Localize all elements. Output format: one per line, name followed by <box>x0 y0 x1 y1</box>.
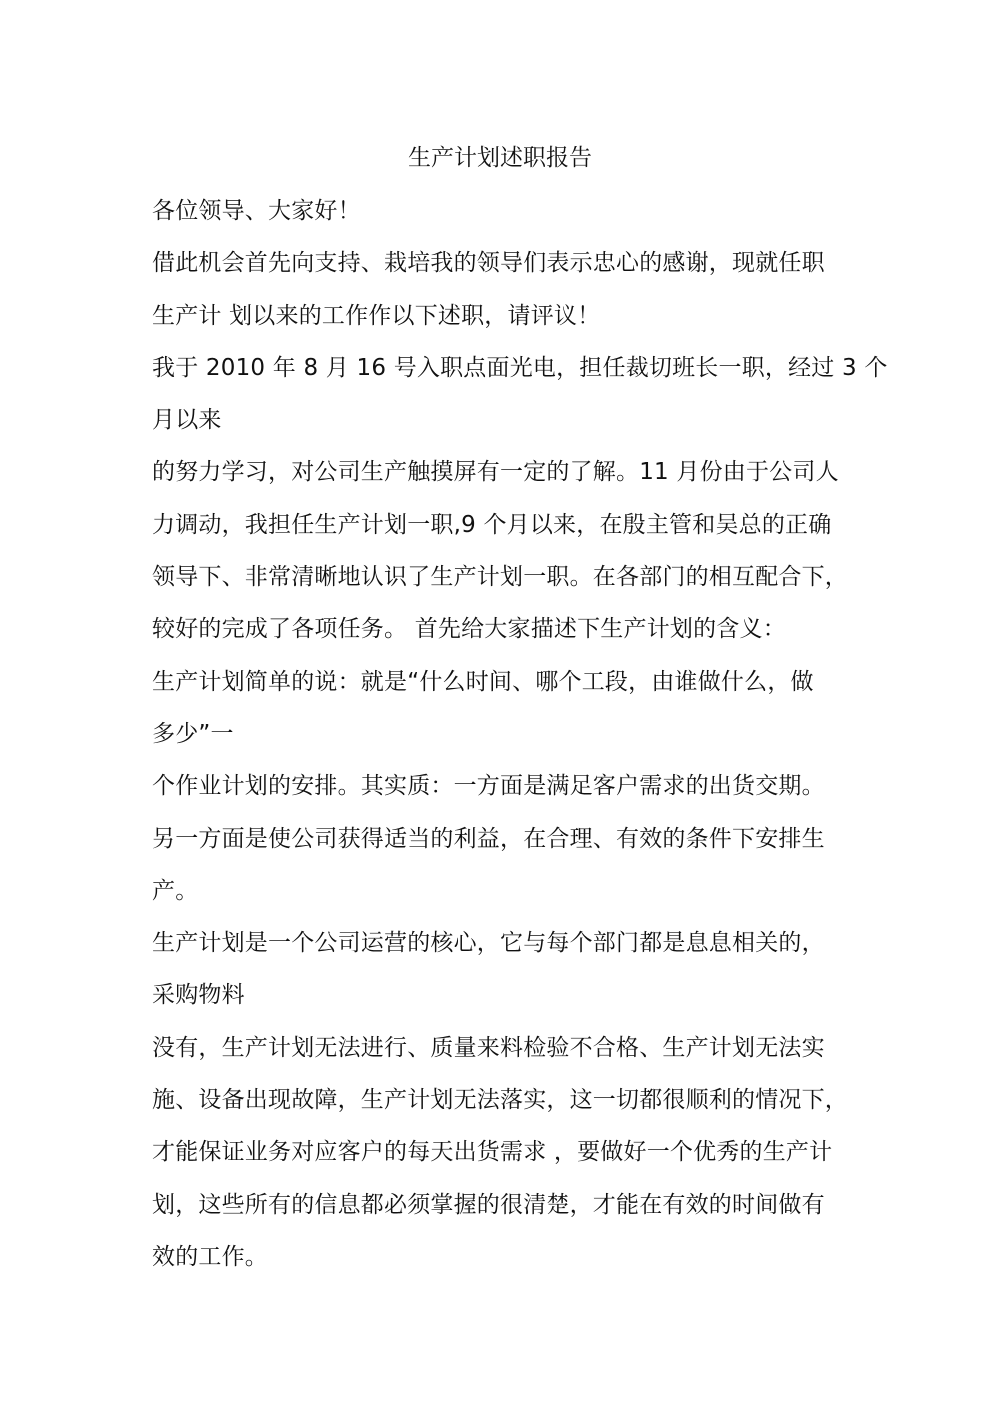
document-title: 生产计划述职报告 <box>408 145 592 171</box>
body-line: 较好的完成了各项任务。 首先给大家描述下生产计划的含义： <box>152 616 786 643</box>
body-line: 采购物料 <box>152 982 245 1009</box>
body-line: 月以来 <box>152 407 222 434</box>
body-line: 生产计 划以来的工作作以下述职，请评议！ <box>152 302 601 329</box>
body-line: 我于 2010 年 8 月 16 号入职点面光电，担任裁切班长一职，经过 3 个 <box>152 354 888 381</box>
body-line: 效的工作。 <box>152 1243 268 1270</box>
body-line: 个作业计划的安排。其实质：一方面是满足客户需求的出货交期。 <box>152 773 825 800</box>
body-line: 的努力学习，对公司生产触摸屏有一定的了解。11 月份由于公司人 <box>152 459 839 486</box>
body-line: 产。 <box>152 877 199 904</box>
body-line: 才能保证业务对应客户的每天出货需求 ，要做好一个优秀的生产计 <box>152 1139 833 1166</box>
body-line: 另一方面是使公司获得适当的利益，在合理、有效的条件下安排生 <box>152 825 825 852</box>
body-line: 领导下、非常清晰地认识了生产计划一职。在各部门的相互配合下， <box>152 564 848 591</box>
body-line: 没有，生产计划无法进行、质量来料检验不合格、生产计划无法实 <box>152 1034 825 1061</box>
body-line: 生产计划是一个公司运营的核心，它与每个部门都是息息相关的， <box>152 930 825 957</box>
body-line: 生产计划简单的说：就是“什么时间、哪个工段，由谁做什么，做 <box>152 668 814 695</box>
body-line: 借此机会首先向支持、栽培我的领导们表示忠心的感谢，现就任职 <box>152 250 825 277</box>
body-line: 多少”一 <box>152 720 234 747</box>
body-line: 施、设备出现故障，生产计划无法落实，这一切都很顺利的情况下， <box>152 1087 848 1114</box>
body-line: 力调动，我担任生产计划一职,9 个月以来，在殷主管和吴总的正确 <box>152 511 832 538</box>
body-line: 划，这些所有的信息都必须掌握的很清楚，才能在有效的时间做有 <box>152 1191 825 1218</box>
greeting-line: 各位领导、大家好！ <box>152 198 361 224</box>
document-body <box>152 195 888 1293</box>
